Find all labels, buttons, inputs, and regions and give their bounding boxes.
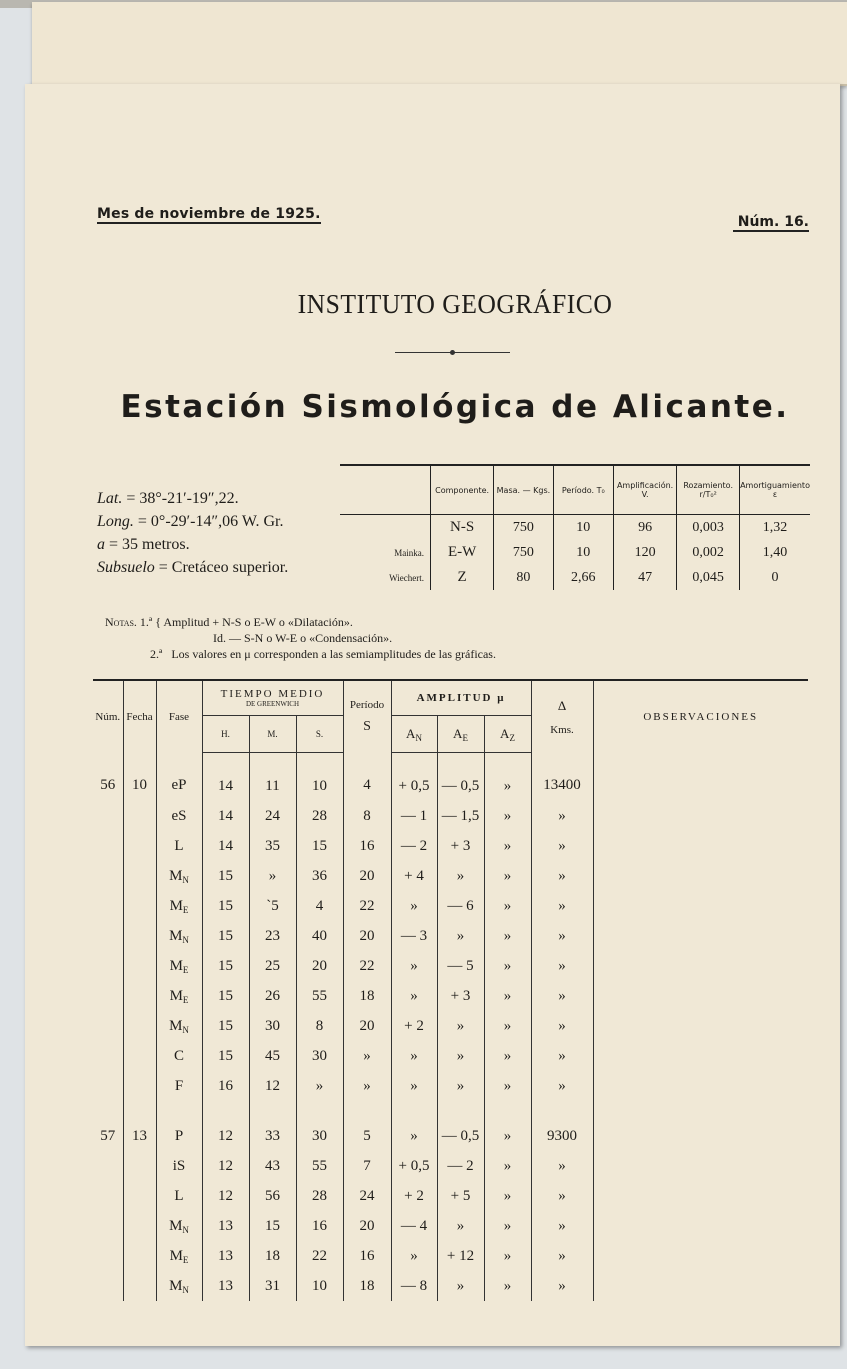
event-date-cell (123, 1181, 156, 1211)
distance-cell: » (531, 1011, 593, 1041)
event-date-cell (123, 981, 156, 1011)
amplitude-n-cell: + 0,5 (391, 1151, 437, 1181)
observation-cell (593, 1211, 808, 1241)
distance-cell: » (531, 921, 593, 951)
period-cell: 22 (343, 951, 391, 981)
period-cell: 18 (343, 1271, 391, 1301)
second-cell: 8 (296, 1011, 343, 1041)
phase-cell: eS (156, 801, 202, 831)
amplitude-z-cell: » (484, 981, 531, 1011)
observation-cell (593, 921, 808, 951)
minute-cell: 26 (249, 981, 296, 1011)
amplitude-n-cell: — 2 (391, 831, 437, 861)
hour-cell: 15 (202, 1011, 249, 1041)
latitude-line: Lat. = 38°-21′-19″,22. (97, 490, 239, 507)
instrument-row: Wiechert. Z 80 2,66 47 0,045 0 (340, 565, 810, 590)
period-cell: 5 (343, 1101, 391, 1151)
event-number-cell (93, 951, 123, 981)
minute-cell: 15 (249, 1211, 296, 1241)
amplitude-e-cell: » (437, 1211, 484, 1241)
minute-cell: 25 (249, 951, 296, 981)
event-number-cell (93, 1181, 123, 1211)
period-cell: 20 (343, 921, 391, 951)
component-header: Componente. (431, 465, 494, 515)
hour-cell: 14 (202, 801, 249, 831)
longitude-line: Long. = 0°-29′-14″,06 W. Gr. (97, 513, 284, 530)
observation-cell (593, 891, 808, 921)
event-date-cell (123, 1011, 156, 1041)
distance-cell: » (531, 801, 593, 831)
second-cell: 15 (296, 831, 343, 861)
distance-cell: » (531, 1241, 593, 1271)
amplitude-e-cell: — 6 (437, 891, 484, 921)
second-cell: 16 (296, 1211, 343, 1241)
amplitude-z-cell: » (484, 1271, 531, 1301)
period-cell: 16 (343, 1241, 391, 1271)
event-number-cell (93, 891, 123, 921)
second-cell: 40 (296, 921, 343, 951)
observation-row (93, 1041, 808, 1071)
amplitude-z-cell: » (484, 1181, 531, 1211)
second-cell: 28 (296, 1181, 343, 1211)
event-number-cell (93, 1041, 123, 1071)
phase-cell: C (156, 1041, 202, 1071)
minute-cell: » (249, 861, 296, 891)
event-number-cell: 57 (100, 1127, 116, 1144)
amplitude-e-cell: » (437, 1041, 484, 1071)
hour-cell: 12 (202, 1151, 249, 1181)
amplitude-n-cell: — 8 (391, 1271, 437, 1301)
observation-cell (593, 1241, 808, 1271)
phase-cell: $M_N$ (156, 921, 202, 951)
event-number-cell (93, 831, 123, 861)
amplitude-z-cell: » (484, 1071, 531, 1101)
distance-cell: » (531, 1181, 593, 1211)
header-hours: H. (202, 716, 249, 753)
amplitude-n-cell: » (391, 1041, 437, 1071)
phase-cell: $M_N$ (156, 1011, 202, 1041)
observation-row (93, 1181, 808, 1211)
period-cell: 20 (343, 1011, 391, 1041)
distance-cell: » (531, 1211, 593, 1241)
amplitude-n-cell: + 2 (391, 1011, 437, 1041)
phase-cell: $M_N$ (156, 1271, 202, 1301)
hour-cell: 15 (202, 891, 249, 921)
minute-cell: 30 (249, 1011, 296, 1041)
amplitude-z-cell: » (484, 1101, 531, 1151)
amplitude-z-cell: » (484, 1011, 531, 1041)
note-1: Notas. 1.ª { Amplitud + N-S o E-W o «Dilatación». (105, 615, 353, 629)
amplitude-e-cell: » (437, 861, 484, 891)
distance-cell: » (531, 1041, 593, 1071)
period-header: Período. T₀ (553, 465, 613, 515)
hour-cell: 13 (202, 1211, 249, 1241)
observation-row (93, 1151, 808, 1181)
second-cell: 36 (296, 861, 343, 891)
period-cell: 20 (343, 1211, 391, 1241)
event-date-cell (123, 1211, 156, 1241)
minute-cell: 45 (249, 1041, 296, 1071)
amplitude-z-cell: » (484, 891, 531, 921)
header-seconds: S. (296, 716, 343, 753)
period-cell: » (343, 1041, 391, 1071)
instrument-header (340, 465, 431, 515)
amplitude-z-cell: » (484, 951, 531, 981)
amplitude-n-cell: + 4 (391, 861, 437, 891)
amplitude-n-cell: » (391, 1101, 437, 1151)
amplitude-n-cell: + 0,5 (391, 753, 437, 802)
header-minutes: M. (249, 716, 296, 753)
distance-cell: » (531, 951, 593, 981)
amplitude-z-cell: » (484, 1211, 531, 1241)
second-cell: 4 (296, 891, 343, 921)
amplitude-z-cell: » (484, 1151, 531, 1181)
event-number-cell (93, 801, 123, 831)
mass-header: Masa. — Kgs. (494, 465, 553, 515)
amplitude-e-cell: + 3 (437, 831, 484, 861)
second-cell: 30 (296, 1041, 343, 1071)
amplitude-n-cell: — 4 (391, 1211, 437, 1241)
event-number-cell (93, 1271, 123, 1301)
period-cell: 16 (343, 831, 391, 861)
minute-cell: `5 (249, 891, 296, 921)
event-date-cell (123, 1041, 156, 1071)
hour-cell: 12 (202, 1101, 249, 1151)
observation-cell (593, 1011, 808, 1041)
amplitude-e-cell: — 1,5 (437, 801, 484, 831)
amplitude-z-cell: » (484, 921, 531, 951)
note-2: 2.ª Los valores en μ corresponden a las semiamplitudes de las gráficas. (150, 647, 496, 661)
observation-row (93, 1271, 808, 1301)
header-time: TIEMPO MEDIO DE GREENWICH (202, 680, 343, 716)
amplitude-e-cell: — 2 (437, 1151, 484, 1181)
minute-cell: 35 (249, 831, 296, 861)
month-heading: Mes de noviembre de 1925. (97, 206, 321, 222)
minute-cell: 33 (249, 1101, 296, 1151)
station-location (97, 487, 288, 579)
minute-cell: 12 (249, 1071, 296, 1101)
minute-cell: 11 (249, 753, 296, 802)
observations-table (93, 679, 808, 1301)
amplitude-e-cell: — 0,5 (437, 753, 484, 802)
amplitude-e-cell: + 3 (437, 981, 484, 1011)
event-date-cell: 13 (123, 1101, 156, 1151)
distance-cell: » (531, 1151, 593, 1181)
second-cell: » (296, 1071, 343, 1101)
period-cell: 4 (343, 753, 391, 802)
period-cell: » (343, 1071, 391, 1101)
distance-cell: 9300 (531, 1101, 593, 1151)
minute-cell: 56 (249, 1181, 296, 1211)
period-cell: 8 (343, 801, 391, 831)
amplitude-e-cell: — 5 (437, 951, 484, 981)
second-cell: 30 (296, 1101, 343, 1151)
event-date-cell (123, 951, 156, 981)
amplitude-e-cell: » (437, 1271, 484, 1301)
hour-cell: 15 (202, 861, 249, 891)
minute-cell: 31 (249, 1271, 296, 1301)
observation-cell (593, 861, 808, 891)
amplitude-z-cell: » (484, 801, 531, 831)
observation-cell (593, 753, 808, 802)
observation-row (93, 951, 808, 981)
phase-cell: $M_E$ (156, 891, 202, 921)
amplitude-e-cell: » (437, 1011, 484, 1041)
header-date: Fecha (123, 680, 156, 753)
observations-body (93, 753, 808, 1302)
header-num: Núm. (93, 680, 123, 753)
subsoil-line: Subsuelo = Cretáceo superior. (97, 559, 289, 576)
event-number-cell: 56 (100, 777, 116, 794)
observation-cell (593, 1181, 808, 1211)
distance-cell: » (531, 861, 593, 891)
event-number-cell (93, 1211, 123, 1241)
observation-row (93, 1071, 808, 1101)
amplitude-n-cell: » (391, 1241, 437, 1271)
observation-row (93, 861, 808, 891)
institute-title: INSTITUTO GEOGRÁFICO (297, 289, 613, 319)
event-number-cell (93, 1011, 123, 1041)
phase-cell: $M_E$ (156, 951, 202, 981)
second-cell: 10 (296, 1271, 343, 1301)
hour-cell: 13 (202, 1241, 249, 1271)
observation-cell (593, 1071, 808, 1101)
observation-cell (593, 801, 808, 831)
amplitude-z-cell: » (484, 753, 531, 802)
distance-cell: » (531, 981, 593, 1011)
amplification-header: Amplificación. V. (613, 465, 676, 515)
notes-section (105, 614, 496, 662)
event-number-cell (93, 1241, 123, 1271)
phase-cell: $M_N$ (156, 1211, 202, 1241)
observation-cell (593, 1041, 808, 1071)
observation-cell (593, 1151, 808, 1181)
observation-cell (593, 1101, 808, 1151)
hour-cell: 15 (202, 981, 249, 1011)
amplitude-n-cell: » (391, 951, 437, 981)
minute-cell: 18 (249, 1241, 296, 1271)
hour-cell: 14 (202, 753, 249, 802)
amplitude-n-cell: + 2 (391, 1181, 437, 1211)
observation-cell (593, 981, 808, 1011)
event-date-cell (123, 861, 156, 891)
phase-cell: $M_E$ (156, 981, 202, 1011)
header-amplitude: AMPLITUD μ (391, 680, 531, 716)
observation-row (93, 801, 808, 831)
phase-cell: F (156, 1071, 202, 1101)
instrument-row: Mainka. E-W 750 10 120 0,002 1,40 (340, 540, 810, 565)
event-number-cell (93, 921, 123, 951)
period-cell: 22 (343, 891, 391, 921)
distance-cell: 13400 (531, 753, 593, 802)
observation-row (93, 921, 808, 951)
observation-cell (593, 951, 808, 981)
hour-cell: 15 (202, 1041, 249, 1071)
header-amp-n: $A_N$ (391, 716, 437, 753)
second-cell: 20 (296, 951, 343, 981)
period-cell: 24 (343, 1181, 391, 1211)
phase-cell: L (156, 1181, 202, 1211)
amplitude-n-cell: — 1 (391, 801, 437, 831)
event-date-cell (123, 801, 156, 831)
amplitude-z-cell: » (484, 861, 531, 891)
header-observations: OBSERVACIONES (593, 680, 808, 753)
period-cell: 7 (343, 1151, 391, 1181)
event-date-cell (123, 891, 156, 921)
event-number-cell (93, 1071, 123, 1101)
distance-cell: » (531, 1271, 593, 1301)
hour-cell: 13 (202, 1271, 249, 1301)
period-cell: 18 (343, 981, 391, 1011)
note-1-line-2: Id. — S-N o W-E o «Condensación». (213, 631, 393, 645)
observation-cell (593, 831, 808, 861)
phase-cell: eP (156, 753, 202, 802)
observation-row (93, 753, 808, 802)
observation-row (93, 891, 808, 921)
observation-cell (593, 1271, 808, 1301)
amplitude-z-cell: » (484, 1041, 531, 1071)
amplitude-z-cell: » (484, 1241, 531, 1271)
amplitude-z-cell: » (484, 831, 531, 861)
header-phase: Fase (156, 680, 202, 753)
event-number-cell (93, 861, 123, 891)
amplitude-e-cell: + 5 (437, 1181, 484, 1211)
phase-cell: P (156, 1101, 202, 1151)
hour-cell: 15 (202, 921, 249, 951)
previous-page-edge (32, 2, 847, 86)
phase-cell: iS (156, 1151, 202, 1181)
header-period: Período S (343, 680, 391, 753)
event-date-cell (123, 1271, 156, 1301)
second-cell: 22 (296, 1241, 343, 1271)
second-cell: 55 (296, 981, 343, 1011)
period-cell: 20 (343, 861, 391, 891)
distance-cell: » (531, 1071, 593, 1101)
station-title: Estación Sismológica de Alicante. (120, 389, 790, 425)
hour-cell: 12 (202, 1181, 249, 1211)
amplitude-n-cell: » (391, 891, 437, 921)
bulletin-number: Núm. 16. (733, 214, 809, 232)
observation-row (93, 1011, 808, 1041)
friction-header: Rozamiento. r/T₀² (677, 465, 740, 515)
observation-row (93, 981, 808, 1011)
amplitude-n-cell: » (391, 981, 437, 1011)
observation-row (93, 1211, 808, 1241)
header-amp-z: $A_Z$ (484, 716, 531, 753)
minute-cell: 24 (249, 801, 296, 831)
amplitude-n-cell: — 3 (391, 921, 437, 951)
event-date-cell (123, 1151, 156, 1181)
hour-cell: 16 (202, 1071, 249, 1101)
hour-cell: 15 (202, 951, 249, 981)
observation-row (93, 831, 808, 861)
damping-header: Amortiguamiento ε (740, 465, 810, 515)
event-date-cell (123, 831, 156, 861)
hour-cell: 14 (202, 831, 249, 861)
second-cell: 55 (296, 1151, 343, 1181)
minute-cell: 43 (249, 1151, 296, 1181)
minute-cell: 23 (249, 921, 296, 951)
event-date-cell (123, 921, 156, 951)
second-cell: 28 (296, 801, 343, 831)
event-date-cell (123, 1241, 156, 1271)
second-cell: 10 (296, 753, 343, 802)
distance-cell: » (531, 831, 593, 861)
altitude-line: a = 35 metros. (97, 536, 190, 553)
amplitude-e-cell: » (437, 921, 484, 951)
event-date-cell (123, 1071, 156, 1101)
document-page (25, 84, 840, 1346)
header-delta: Δ Kms. (531, 680, 593, 753)
event-number-cell (93, 1151, 123, 1181)
instrument-row: N-S 750 10 96 0,003 1,32 (340, 515, 810, 541)
decorative-rule (395, 352, 510, 353)
phase-cell: L (156, 831, 202, 861)
header-amp-e: $A_E$ (437, 716, 484, 753)
phase-cell: $M_N$ (156, 861, 202, 891)
observation-row (93, 1241, 808, 1271)
phase-cell: $M_E$ (156, 1241, 202, 1271)
event-number-cell (93, 981, 123, 1011)
amplitude-e-cell: — 0,5 (437, 1101, 484, 1151)
observation-row (93, 1101, 808, 1151)
event-date-cell: 10 (123, 753, 156, 802)
amplitude-e-cell: » (437, 1071, 484, 1101)
amplitude-e-cell: + 12 (437, 1241, 484, 1271)
instrument-table (340, 464, 810, 590)
distance-cell: » (531, 891, 593, 921)
amplitude-n-cell: » (391, 1071, 437, 1101)
